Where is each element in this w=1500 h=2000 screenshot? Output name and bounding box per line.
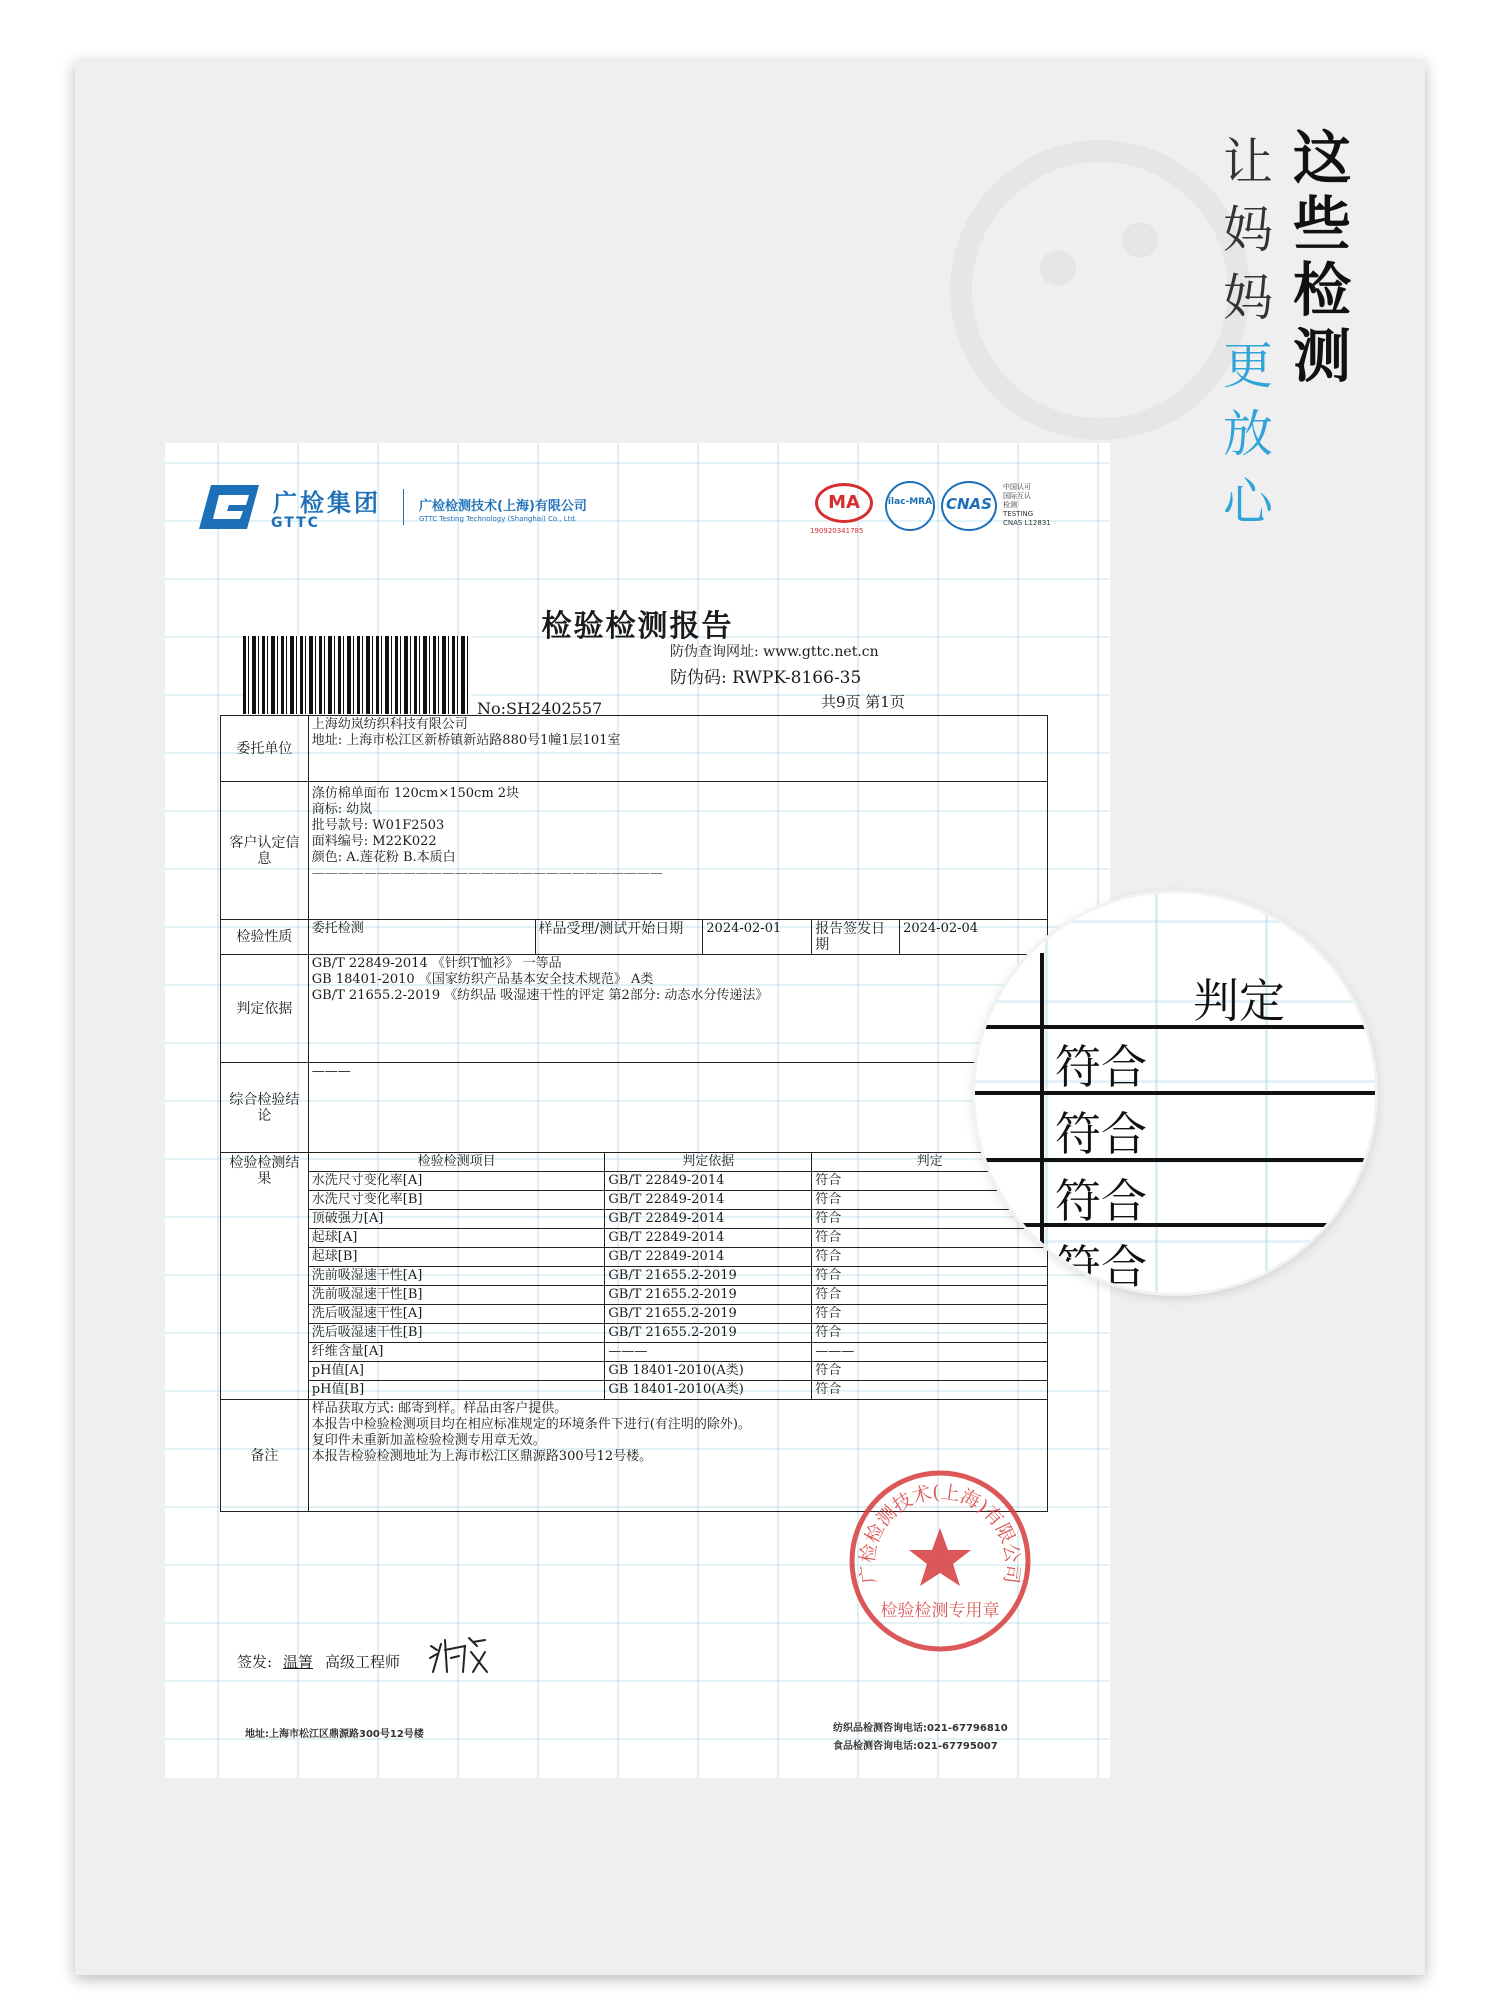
anti-fake-code: 防伪码: RWPK-8166-35 (670, 668, 862, 688)
result-basis: GB/T 22849-2014 (605, 1172, 812, 1191)
result-value: 符合 (812, 1305, 1048, 1324)
result-value: ——— (812, 1343, 1048, 1362)
table-row (221, 1191, 1048, 1210)
table-row (221, 1343, 1048, 1362)
result-basis: GB/T 22849-2014 (605, 1191, 812, 1210)
magnifier-value: 符合 (1055, 1174, 1147, 1228)
test-report-document (165, 443, 1110, 1778)
footer-textile-phone: 纺织品检测咨询电话:021-67796810 (833, 1723, 1008, 1734)
conclusion-value: ——— (308, 1063, 1047, 1153)
signer-title: 高级工程师 (325, 1653, 401, 1671)
anti-fake-url: 防伪查询网址: www.gttc.net.cn (670, 644, 879, 660)
magnifier-rule (975, 1158, 1375, 1162)
customer-info-row (221, 782, 1048, 920)
result-item: pH值[B] (308, 1381, 605, 1400)
barcode-icon (243, 636, 471, 714)
result-value: 符合 (812, 1191, 1048, 1210)
result-basis: GB/T 22849-2014 (605, 1248, 812, 1267)
conclusion-label: 综合检验结论 (221, 1063, 309, 1153)
table-row (221, 1305, 1048, 1324)
logo-english-name: GTTC (271, 515, 320, 531)
result-basis: GB/T 21655.2-2019 (605, 1305, 812, 1324)
report-title: 检验检测报告 (541, 609, 734, 644)
results-label: 检验检测结果 (221, 1153, 309, 1400)
results-header-row (221, 1153, 1048, 1172)
table-row (221, 1267, 1048, 1286)
received-date-value: 2024-02-01 (703, 920, 812, 955)
magnifier-rule (975, 1025, 1375, 1029)
remarks-value: 样品获取方式: 邮寄到样。样品由客户提供。 本报告中检验检测项目均在相应标准规定的环境条件下进行(有注明的除外)。 复印件未重新加盖检验检测专用章无效。 本报告检验检测地址为上海市松江区鼎源路300号12号楼。 (308, 1400, 1047, 1512)
company-name-en: GTTC Testing Technology (Shanghai) Co., Ltd. (419, 515, 578, 523)
magnifier-rule (975, 1091, 1375, 1095)
result-item: 水洗尺寸变化率[A] (308, 1172, 605, 1191)
result-value: 符合 (812, 1286, 1048, 1305)
slogan-handwritten: 让 妈 妈 更 放 心 (1223, 133, 1273, 531)
footer-food-phone: 食品检测咨询电话:021-67795007 (833, 1741, 998, 1752)
magnifier-value: 符合 (1055, 1107, 1147, 1161)
gttc-logo-icon (199, 485, 259, 529)
company-name-cn: 广检检测技术(上海)有限公司 (419, 499, 587, 514)
result-value: 符合 (812, 1248, 1048, 1267)
logo-divider (403, 489, 404, 525)
result-value: 符合 (812, 1362, 1048, 1381)
received-date-label: 样品受理/测试开始日期 (535, 920, 703, 955)
magnifier-divider (1040, 953, 1044, 1293)
result-item: 洗后吸湿速干性[A] (308, 1305, 605, 1324)
result-basis: GB 18401-2010(A类) (605, 1362, 812, 1381)
ilac-mra-label: ilac-MRA (887, 497, 933, 507)
table-row (221, 1248, 1048, 1267)
result-value: 符合 (812, 1210, 1048, 1229)
issued-date-value: 2024-02-04 (900, 920, 1048, 955)
result-item: pH值[A] (308, 1362, 605, 1381)
result-basis: GB/T 21655.2-2019 (605, 1267, 812, 1286)
result-item: 顶破强力[A] (308, 1210, 605, 1229)
result-basis: GB/T 22849-2014 (605, 1229, 812, 1248)
result-item: 洗后吸湿速干性[B] (308, 1324, 605, 1343)
result-item: 洗前吸湿速干性[A] (308, 1267, 605, 1286)
footer-address: 地址:上海市松江区鼎源路300号12号楼 (245, 1729, 424, 1740)
seal-inner-text: 检验检测专用章 (880, 1601, 1000, 1621)
cnas-label: CNAS (946, 495, 992, 513)
magnifier-value: 符合 (1055, 1040, 1147, 1094)
magnifier-callout (975, 893, 1375, 1293)
result-value: 符合 (812, 1324, 1048, 1343)
result-item: 洗前吸湿速干性[B] (308, 1286, 605, 1305)
result-basis: GB/T 21655.2-2019 (605, 1286, 812, 1305)
signer-name: 温箐 (283, 1653, 314, 1671)
inspection-nature-label: 检验性质 (221, 920, 309, 955)
basis-label: 判定依据 (221, 955, 309, 1063)
magnifier-header: 判定 (1193, 974, 1285, 1028)
results-header-item: 检验检测项目 (308, 1153, 605, 1172)
results-header-result: 判定 (812, 1153, 1048, 1172)
basis-row (221, 955, 1048, 1063)
official-seal-icon (845, 1466, 1035, 1656)
slogan-bold: 这 些 检 测 (1292, 124, 1351, 390)
magnifier-value: 符合 (1055, 1240, 1147, 1293)
table-row (221, 1324, 1048, 1343)
cma-number: 190920341785 (810, 527, 864, 535)
result-item: 起球[B] (308, 1248, 605, 1267)
cma-mark-icon: MA (815, 483, 873, 523)
table-row (221, 1362, 1048, 1381)
result-basis: ——— (605, 1343, 812, 1362)
result-value: 符合 (812, 1267, 1048, 1286)
inspection-nature-value: 委托检测 (308, 920, 535, 955)
issued-date-label: 报告签发日期 (812, 920, 900, 955)
client-row (221, 716, 1048, 782)
smiley-watermark-icon (950, 140, 1250, 440)
result-value: 符合 (812, 1229, 1048, 1248)
result-basis: GB 18401-2010(A类) (605, 1381, 812, 1400)
customer-info-label: 客户认定信息 (221, 782, 309, 920)
remarks-label: 备注 (221, 1400, 309, 1512)
client-label: 委托单位 (221, 716, 309, 782)
conclusion-row (221, 1063, 1048, 1153)
result-basis: GB/T 22849-2014 (605, 1210, 812, 1229)
result-value: 符合 (812, 1381, 1048, 1400)
basis-value: GB/T 22849-2014 《针织T恤衫》 一等品 GB 18401-2010 《国家纺织产品基本安全技术规范》 A类 GB/T 21655.2-2019 《纺织品 吸湿速干性的评定 第2部分: 动态水分传递法》 (308, 955, 1047, 1063)
results-header-basis: 判定依据 (605, 1153, 812, 1172)
signature-label: 签发: (237, 1653, 273, 1671)
table-row (221, 1210, 1048, 1229)
cnas-accreditation-info: 中国认可 国际互认 检测 TESTING CNAS L12831 (1003, 483, 1051, 527)
result-item: 纤维含量[A] (308, 1343, 605, 1362)
report-table (220, 715, 1048, 1512)
handwritten-signature-icon (425, 1628, 495, 1678)
page-count: 共9页 第1页 (821, 693, 905, 711)
report-number: No:SH2402557 (477, 699, 603, 718)
result-value: 符合 (812, 1172, 1048, 1191)
result-basis: GB/T 21655.2-2019 (605, 1324, 812, 1343)
logo-chinese-name: 广检集团 (273, 489, 381, 517)
client-value: 上海幼岚纺织科技有限公司 地址: 上海市松江区新桥镇新站路880号1幢1层101室 (308, 716, 1047, 782)
table-row (221, 1381, 1048, 1400)
table-row (221, 1286, 1048, 1305)
table-row (221, 1172, 1048, 1191)
result-item: 起球[A] (308, 1229, 605, 1248)
result-item: 水洗尺寸变化率[B] (308, 1191, 605, 1210)
inspection-row (221, 920, 1048, 955)
seal-outer-text: 广检检测技术(上海)有限公司 (856, 1481, 1024, 1585)
table-row (221, 1229, 1048, 1248)
magnifier-rule (975, 1223, 1375, 1227)
customer-info-value: 涤仿棉单面布 120cm×150cm 2块 商标: 幼岚 批号款号: W01F2503 面料编号: M22K022 颜色: A.莲花粉 B.本质白 ——————————————————————————— (308, 782, 1047, 920)
